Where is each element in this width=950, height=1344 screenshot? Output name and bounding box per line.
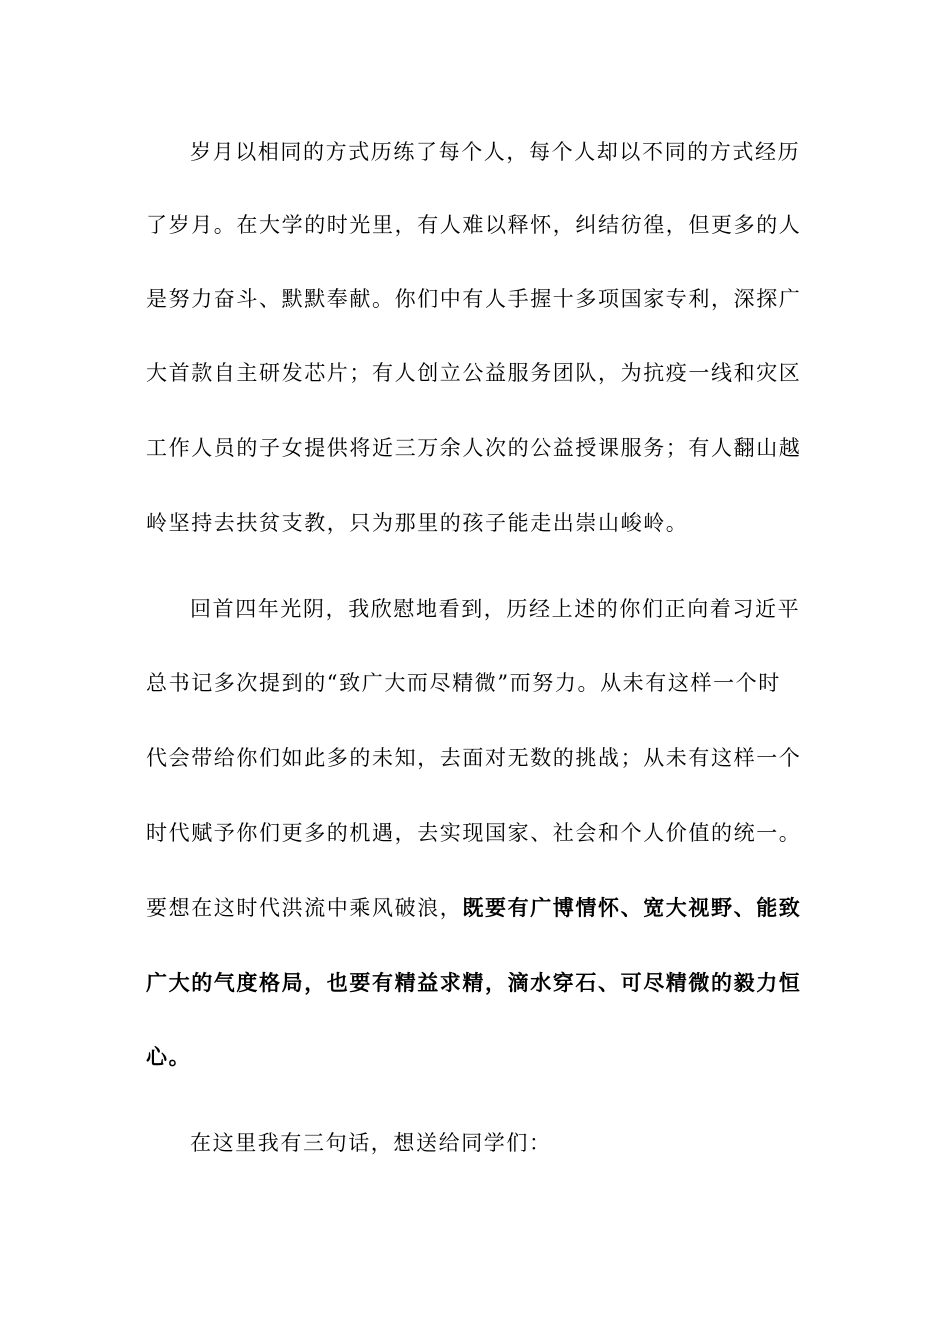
paragraph-2-line-1: 回首四年光阴，我欣慰地看到，历经上述的你们正向着习近平 (190, 597, 801, 621)
paragraph-1-line-3: 是努力奋斗、默默奉献。你们中有人手握十多项国家专利，深探广 (146, 287, 802, 311)
paragraph-2-line-5-bold: 既要有广博情怀、宽大视野、能致 (462, 895, 802, 920)
paragraph-1-line-5: 工作人员的子女提供将近三万余人次的公益授课服务；有人翻山越 (146, 436, 802, 460)
paragraph-2-bold-line-2: 心。 (146, 1044, 192, 1069)
paragraph-2-line-3: 代会带给你们如此多的未知，去面对无数的挑战；从未有这样一个 (146, 746, 802, 770)
paragraph-2-line-5-plain: 要想在这时代洪流中乘风破浪， (146, 896, 463, 920)
paragraph-1-line-2: 了岁月。在大学的时光里，有人难以释怀，纠结彷徨，但更多的人 (146, 213, 802, 237)
paragraph-2-line-2: 总书记多次提到的“致广大而尽精微”而努力。从未有这样一个时 (146, 671, 781, 695)
paragraph-1-line-6: 岭坚持去扶贫支教，只为那里的孩子能走出崇山峻岭。 (146, 511, 689, 535)
paragraph-1-line-1: 岁月以相同的方式历练了每个人，每个人却以不同的方式经历 (190, 140, 801, 164)
paragraph-1-line-4: 大首款自主研发芯片；有人创立公益服务团队，为抗疫一线和灾区 (146, 361, 802, 385)
paragraph-3: 在这里我有三句话，想送给同学们： (190, 1131, 552, 1155)
paragraph-2-line-5 (146, 893, 801, 923)
paragraph-2-bold-line-1: 广大的气度格局，也要有精益求精，滴水穿石、可尽精微的毅力恒 (146, 970, 802, 995)
paragraph-2-line-4: 时代赋予你们更多的机遇，去实现国家、社会和个人价值的统一。 (146, 821, 802, 845)
